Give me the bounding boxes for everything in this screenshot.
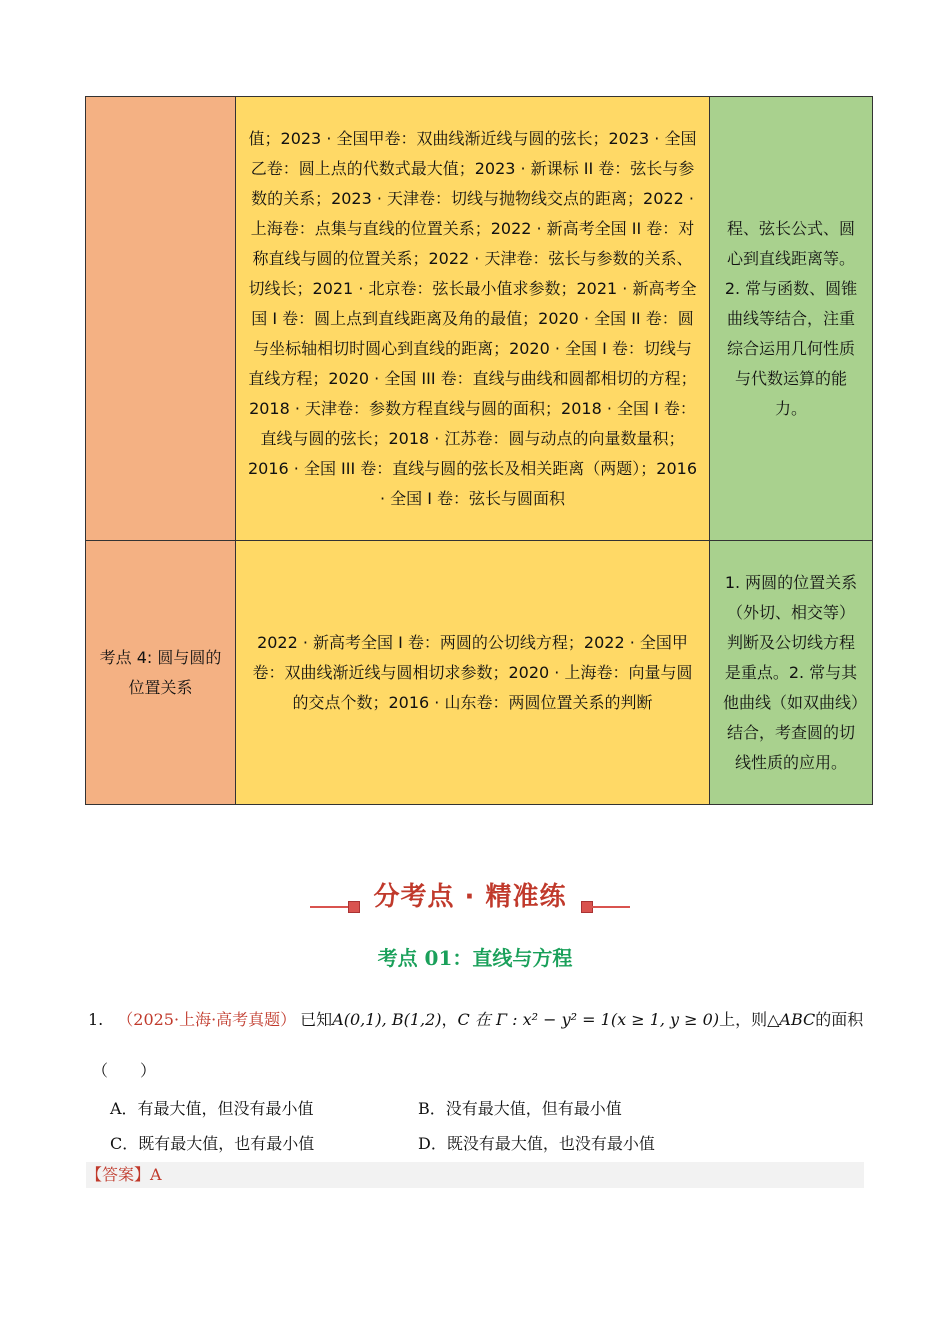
stem-text: ，	[441, 1010, 458, 1029]
question-stem	[88, 1008, 868, 1032]
topic-cell	[86, 97, 236, 541]
question-source: （2025·上海·高考真题）	[117, 1010, 297, 1029]
answer-text: 【答案】A	[86, 1165, 162, 1184]
answer-blank: （ ）	[92, 1061, 157, 1080]
analysis-cell: 程、弦长公式、圆心到直线距离等。2. 常与函数、圆锥曲线等结合，注重综合运用几何性质与代数运算的能力。	[710, 97, 873, 541]
table-row	[86, 97, 873, 541]
option-a[interactable]: A．有最大值，但没有最小值	[110, 1099, 314, 1118]
math-points: A(0,1), B(1,2)	[332, 1010, 442, 1029]
option-c[interactable]: C．既有最大值，也有最小值	[110, 1134, 315, 1153]
topic-cell: 考点 4: 圆与圆的位置关系	[86, 541, 236, 805]
section-banner	[300, 870, 640, 920]
question-number: 1.	[88, 1010, 104, 1029]
option-d[interactable]: D．既没有最大值，也没有最小值	[418, 1134, 655, 1153]
analysis-cell: 1. 两圆的位置关系（外切、相交等）判断及公切线方程是重点。2. 常与其他曲线（如双曲线）结合，考查圆的切线性质的应用。	[710, 541, 873, 805]
banner-title: 分考点 · 精准练	[373, 882, 567, 912]
stem-text: 上，则△	[719, 1010, 780, 1029]
banner-square-icon	[348, 901, 360, 913]
table-row	[86, 541, 873, 805]
exam-topic-table	[85, 96, 873, 805]
topic-heading: 考点 01：直线与方程	[377, 946, 573, 970]
banner-line-left	[310, 906, 350, 908]
stem-text: 的面积	[815, 1010, 864, 1029]
option-b[interactable]: B．没有最大值，但有最小值	[418, 1099, 622, 1118]
exam-list-cell: 值；2023 · 全国甲卷：双曲线渐近线与圆的弦长；2023 · 全国乙卷：圆上点的代数式最大值；2023 · 新课标 II 卷：弦长与参数的关系；2023 · 天津卷：切线与抛物线交点的距离；2022 · 上海卷：点集与直线的位置关系；2022 · 新高考全国 II 卷：对称直线与圆的位置关系；2022 · 天津卷：弦长与参数的关系、切线长；2021 · 北京卷：弦长最小值求参数；2021 · 新高考全国 I 卷：圆上点到直线距离及角的最值；2020 · 全国 II 卷：圆与坐标轴相切时圆心到直线的距离；2020 · 全国 I 卷：切线与直线方程；2020 · 全国 III 卷：直线与曲线和圆都相切的方程；2018 · 天津卷：参数方程直线与圆的面积；2018 · 全国 I 卷：直线与圆的弦长；2018 · 江苏卷：圆与动点的向量数量积；2016 · 全国 III 卷：直线与圆的弦长及相关距离（两题）；2016 · 全国 I 卷：弦长与圆面积	[236, 97, 710, 541]
stem-text: 已知	[300, 1010, 333, 1029]
exam-list-cell: 2022 · 新高考全国 I 卷：两圆的公切线方程；2022 · 全国甲卷：双曲线渐近线与圆相切求参数；2020 · 上海卷：向量与圆的交点个数；2016 · 山东卷：两圆位置关系的判断	[236, 541, 710, 805]
banner-line-right	[590, 906, 630, 908]
math-curve: C 在 Γ : x² − y² = 1(x ≥ 1, y ≥ 0)	[457, 1010, 720, 1029]
answer-bar	[86, 1162, 864, 1188]
math-triangle: ABC	[779, 1010, 816, 1029]
